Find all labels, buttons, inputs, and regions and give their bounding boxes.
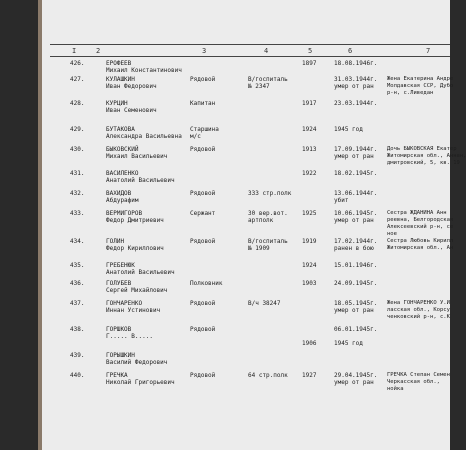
- record-number: 436.: [70, 280, 85, 287]
- surname: ГОЛУБЕВ: [106, 280, 132, 287]
- relative-note: ное: [387, 231, 397, 237]
- record-number: 427.: [70, 76, 85, 83]
- relative-note: дмитровский, 5, кв. 19: [387, 160, 460, 166]
- records-table: [42, 0, 466, 450]
- given-names: Василий Федорович: [106, 359, 168, 366]
- given-names: Г..... В.....: [106, 333, 153, 340]
- date-of-death: умер от ран: [334, 217, 374, 224]
- rank: Рядовой: [190, 190, 216, 197]
- record-number: 434.: [70, 238, 85, 245]
- date-of-death: убит: [334, 197, 349, 204]
- birth-year: 1924: [302, 262, 317, 269]
- record-number: 428.: [70, 100, 85, 107]
- birth-year: 1897: [302, 60, 317, 67]
- given-names: Анатолий Васильевич: [106, 177, 175, 184]
- date-of-death: умер от ран: [334, 307, 374, 314]
- surname: ВЕРМИГОРОВ: [106, 210, 143, 217]
- military-unit: 64 стр.полк: [248, 372, 288, 379]
- given-names: Михаил Васильевич: [106, 153, 168, 160]
- birth-year: 1925: [302, 210, 317, 217]
- given-names: Иван Федорович: [106, 83, 157, 90]
- column-header-7: 7: [426, 47, 431, 55]
- column-header-2: 2: [96, 47, 101, 55]
- given-names: Николай Григорьевич: [106, 379, 175, 386]
- date-of-death: умер от ран: [334, 379, 374, 386]
- rank: Сержант: [190, 210, 216, 217]
- date-of-death: 17.09.1944г.: [334, 146, 378, 153]
- surname: КУЛАШКИН: [106, 76, 135, 83]
- relative-note: Житомирская обл., Ан: [387, 245, 454, 251]
- birth-year: 1927: [302, 372, 317, 379]
- relative-note: Жена ГОНЧАРЕНКО У.И: [387, 300, 450, 306]
- surname: ВАХИДОВ: [106, 190, 132, 197]
- date-of-death: 06.01.1945г.: [334, 326, 378, 333]
- given-names: Сергей Михайлович: [106, 287, 168, 294]
- date-of-death: 18.08.1946г.: [334, 60, 378, 67]
- record-number: 440.: [70, 372, 85, 379]
- column-header-5: 5: [308, 47, 313, 55]
- date-of-death: 29.04.1945г.: [334, 372, 378, 379]
- military-unit: 30 вер.вот.: [248, 210, 288, 217]
- record-number: 437.: [70, 300, 85, 307]
- date-of-death: умер от ран: [334, 83, 374, 90]
- record-number: 430.: [70, 146, 85, 153]
- record-number: 432.: [70, 190, 85, 197]
- given-names: Абдурафим: [106, 197, 139, 204]
- military-unit: В/ч 38247: [248, 300, 281, 307]
- record-number: 431.: [70, 170, 85, 177]
- record-number: 426.: [70, 60, 85, 67]
- relative-note: ГРЕЧКА Степан Семен: [387, 372, 450, 378]
- column-header-3: 3: [202, 47, 207, 55]
- birth-year: 1924: [302, 126, 317, 133]
- relative-note: Молдавская ССР, Дубо: [387, 83, 454, 89]
- birth-year: 1913: [302, 146, 317, 153]
- rank: Полковник: [190, 280, 223, 287]
- date-of-death: 1945 год: [334, 126, 363, 133]
- rank: Рядовой: [190, 326, 216, 333]
- relative-note: ченковский р-н, с.К: [387, 314, 450, 320]
- given-names: Иннан Устинович: [106, 307, 161, 314]
- rank: Рядовой: [190, 76, 216, 83]
- date-of-death: 17.02.1944г.: [334, 238, 378, 245]
- surname: КУРЦИН: [106, 100, 128, 107]
- surname: ЕРОФЕЕВ: [106, 60, 132, 67]
- surname: ГОЛИН: [106, 238, 125, 245]
- birth-year: 1917: [302, 100, 317, 107]
- birth-year: 1919: [302, 238, 317, 245]
- relative-note: Черкасская обл.,: [387, 379, 440, 385]
- date-of-death: умер от ран: [334, 153, 374, 160]
- birth-year: 1903: [302, 280, 317, 287]
- relative-note: Дочь БЫКОВСКАЯ Екатер: [387, 146, 457, 152]
- rank: Старшина: [190, 126, 219, 133]
- relative-note: Алексеевский р-н, се: [387, 224, 454, 230]
- relative-note: ласская обл., Корсу: [387, 307, 450, 313]
- rank: м/с: [190, 133, 201, 140]
- date-of-death: 23.03.1944г.: [334, 100, 378, 107]
- date-of-death: 31.03.1944г.: [334, 76, 378, 83]
- rank: Рядовой: [190, 146, 216, 153]
- record-number: 429.: [70, 126, 85, 133]
- rank: Рядовой: [190, 238, 216, 245]
- date-of-death: 1945 год: [334, 340, 363, 347]
- birth-year: 1906: [302, 340, 317, 347]
- given-names: Михаил Константинович: [106, 67, 182, 74]
- surname: БЫКОВСКИЙ: [106, 146, 139, 153]
- given-names: Федор Дмитриевич: [106, 217, 164, 224]
- date-of-death: 24.09.1945г.: [334, 280, 378, 287]
- given-names: Анатолий Васильевич: [106, 269, 175, 276]
- surname: ГОРЫШКИН: [106, 352, 135, 359]
- military-unit: № 2347: [248, 83, 270, 90]
- relative-note: Жена Екатерина Андре: [387, 76, 454, 82]
- military-unit: В/госпиталь: [248, 238, 288, 245]
- date-of-death: 15.01.1946г.: [334, 262, 378, 269]
- relative-note: Житомирская обл., Аннан,: [387, 153, 466, 159]
- rank: Рядовой: [190, 300, 216, 307]
- military-unit: артполк: [248, 217, 274, 224]
- given-names: Федор Кириллович: [106, 245, 164, 252]
- record-number: 435.: [70, 262, 85, 269]
- column-header-6: 6: [348, 47, 353, 55]
- military-unit: 333 стр.полк: [248, 190, 292, 197]
- surname: ГРЕЧКА: [106, 372, 128, 379]
- surname: БУТАКОВА: [106, 126, 135, 133]
- surname: ГОНЧАРЕНКО: [106, 300, 143, 307]
- birth-year: 1922: [302, 170, 317, 177]
- column-header-4: 4: [264, 47, 269, 55]
- rank: Рядовой: [190, 372, 216, 379]
- relative-note: нойка: [387, 386, 404, 392]
- military-unit: В/госпиталь: [248, 76, 288, 83]
- document-page: [42, 0, 466, 450]
- date-of-death: 18.02.1945г.: [334, 170, 378, 177]
- relative-note: Сестра Любовь Кирилл: [387, 238, 454, 244]
- relative-note: Сестра ЖДАНИНА Анн: [387, 210, 447, 216]
- rank: Капитан: [190, 100, 216, 107]
- date-of-death: 10.06.1945г.: [334, 210, 378, 217]
- relative-note: р-н, с.Ливедан: [387, 90, 434, 96]
- date-of-death: 13.06.1944г.: [334, 190, 378, 197]
- surname: ГРЕБЕНЮК: [106, 262, 135, 269]
- surname: ГОРШКОВ: [106, 326, 132, 333]
- record-number: 439.: [70, 352, 85, 359]
- date-of-death: 18.05.1945г.: [334, 300, 378, 307]
- date-of-death: ранен в бою: [334, 245, 374, 252]
- given-names: Александра Васильевна: [106, 133, 182, 140]
- military-unit: № 1909: [248, 245, 270, 252]
- column-header-1: I: [72, 47, 77, 55]
- relative-note: реевна, Белгородская: [387, 217, 454, 223]
- record-number: 433.: [70, 210, 85, 217]
- given-names: Иван Семенович: [106, 107, 157, 114]
- surname: ВАСИЛЕНКО: [106, 170, 139, 177]
- record-number: 438.: [70, 326, 85, 333]
